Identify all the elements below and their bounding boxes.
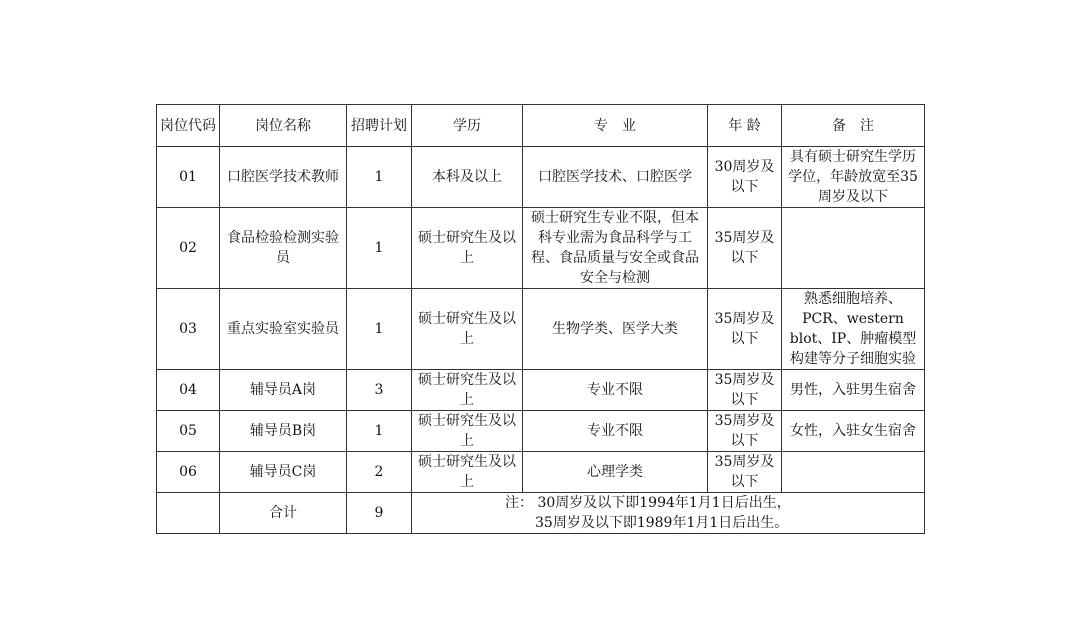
recruitment-table: [156, 104, 925, 534]
row-name: 辅导员C岗: [220, 452, 347, 493]
row-count: 3: [347, 370, 412, 411]
row-education: 硕士研究生及以上: [412, 289, 523, 370]
row-major: 专业不限: [523, 370, 708, 411]
row-education: 硕士研究生及以上: [412, 370, 523, 411]
header-age: 年 龄: [708, 105, 782, 147]
total-count: 9: [347, 493, 412, 534]
header-code: 岗位代码: [157, 105, 220, 147]
row-major: 生物学类、医学大类: [523, 289, 708, 370]
row-count: 1: [347, 411, 412, 452]
row-note: [782, 452, 925, 493]
row-code: 01: [157, 147, 220, 208]
header-row: [157, 105, 925, 147]
row-name: 辅导员A岗: [220, 370, 347, 411]
table-row: [157, 452, 925, 493]
row-code: 06: [157, 452, 220, 493]
row-name: 口腔医学技术教师: [220, 147, 347, 208]
row-note: 男性，入驻男生宿舍: [782, 370, 925, 411]
table-row: [157, 208, 925, 289]
row-note: 熟悉细胞培养、PCR、western blot、IP、肿瘤模型构建等分子细胞实验: [782, 289, 925, 370]
table-row: [157, 370, 925, 411]
row-education: 硕士研究生及以上: [412, 208, 523, 289]
header-education: 学历: [412, 105, 523, 147]
row-age: 30周岁及以下: [708, 147, 782, 208]
row-count: 2: [347, 452, 412, 493]
header-name: 岗位名称: [220, 105, 347, 147]
header-count: 招聘计划: [347, 105, 412, 147]
total-row: [157, 493, 925, 534]
row-major: 专业不限: [523, 411, 708, 452]
row-note: 女性，入驻女生宿舍: [782, 411, 925, 452]
row-code: 05: [157, 411, 220, 452]
total-note-line-1: 注： 30周岁及以下即1994年1月1日后出生，: [505, 495, 791, 511]
row-age: 35周岁及以下: [708, 208, 782, 289]
total-empty-cell: [157, 493, 220, 534]
row-major: 口腔医学技术、口腔医学: [523, 147, 708, 208]
row-name: 重点实验室实验员: [220, 289, 347, 370]
row-age: 35周岁及以下: [708, 452, 782, 493]
row-age: 35周岁及以下: [708, 411, 782, 452]
table-row: [157, 411, 925, 452]
table-row: [157, 147, 925, 208]
row-code: 03: [157, 289, 220, 370]
row-major: 心理学类: [523, 452, 708, 493]
row-education: 硕士研究生及以上: [412, 411, 523, 452]
total-note: [412, 493, 925, 534]
row-major: 硕士研究生专业不限，但本科专业需为食品科学与工程、食品质量与安全或食品安全与检测: [523, 208, 708, 289]
row-code: 02: [157, 208, 220, 289]
row-education: 硕士研究生及以上: [412, 452, 523, 493]
row-age: 35周岁及以下: [708, 370, 782, 411]
row-count: 1: [347, 289, 412, 370]
header-major: 专 业: [523, 105, 708, 147]
row-count: 1: [347, 208, 412, 289]
row-code: 04: [157, 370, 220, 411]
table-row: [157, 289, 925, 370]
row-education: 本科及以上: [412, 147, 523, 208]
row-name: 辅导员B岗: [220, 411, 347, 452]
row-age: 35周岁及以下: [708, 289, 782, 370]
row-note: [782, 208, 925, 289]
total-label: 合计: [220, 493, 347, 534]
row-count: 1: [347, 147, 412, 208]
row-name: 食品检验检测实验员: [220, 208, 347, 289]
row-note: 具有硕士研究生学历学位，年龄放宽至35周岁及以下: [782, 147, 925, 208]
header-note: 备 注: [782, 105, 925, 147]
total-note-line-2: 35周岁及以下即1989年1月1日后出生。: [535, 515, 789, 531]
